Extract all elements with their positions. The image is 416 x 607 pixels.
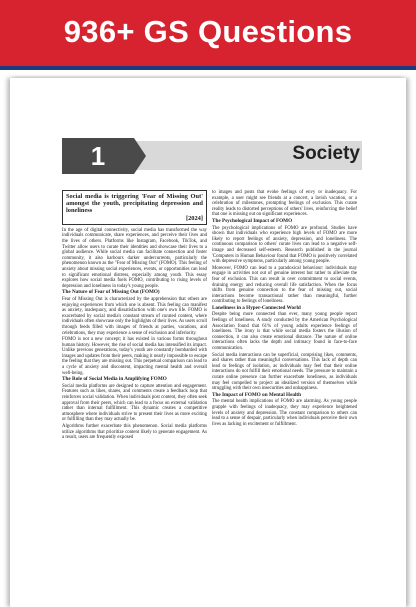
paragraph: The mental health implications of FOMO are alarming. As young people grapple with feelings of inadequacy, they may experience heightened levels of anxiety and depression. The constant comparison to others can lead to a sense of despair, particularly when individuals perceive their own lives as lacking in excitement or fulfillment.	[212, 399, 357, 427]
section-heading: Loneliness in a Hyper-Connected World	[212, 304, 301, 311]
banner-divider	[0, 66, 416, 70]
banner-title: 936+ GS Questions	[63, 14, 353, 49]
paragraph: FOMO is not a new concept; it has existed in various forms throughout human history. However, the rise of social media has intensified its impact. Unlike previous generations, today's youth are constantly bombarded with images and updates from their peers, making it nearly impossible to escape the feeling that they are missing out. This perpetual comparison can lead to a cycle of anxiety and discontent, impacting mental health and overall well-being.	[62, 337, 207, 376]
header-banner	[0, 0, 416, 66]
section-heading: The Role of Social Media in Amplifying FOMO	[62, 376, 167, 383]
headline-year: [2024]	[185, 214, 203, 222]
section-heading: The Psychological Impact of FOMO	[212, 217, 293, 224]
paragraph: Algorithms further exacerbate this phenomenon. Social media platforms utilize algorithms that prioritize content likely to generate engagement. As a result, users are frequently exposed	[62, 424, 207, 441]
paragraph: Social media platforms are designed to capture attention and engagement. Features such as likes, shares, and comments create a feedback loop that reinforces social validation. When individuals post content, they often seek approval from their peers, which can lead to a focus on external validation rather than internal fulfillment. This dynamic creates a competitive atmosphere where individuals strive to present their lives as more exciting or fulfilling than they may actually be.	[62, 383, 207, 423]
article-headline	[62, 190, 207, 225]
paragraph: Social media interactions can be superficial, comprising likes, comments, and shares rather than meaningful conversations. This lack of depth can lead to feelings of isolation, as individuals may feel that their online interactions do not fulfill their emotional needs. The pressure to maintain a curate online presence can further exacerbate loneliness, as individuals may feel compelled to project an idealized version of themselves while struggling with their own insecurities and unhappiness.	[212, 352, 357, 392]
paragraph: In the age of digital connectivity, social media has transformed the way individuals communicate, share experiences, and perceive their lives and the lives of others. Platforms like Instagram, Facebook, TikTok, and Twitter allow users to curate their identities and showcase their lives to a global audience. While social media can facilitate connection and foster community, it also harbours darker undercurrents, particularly the phenomenon known as the "Fear of Missing Out" (FOMO). This feeling of anxiety about missing social experiences, events, or opportunities can lead to significant emotional distress, especially among youth. This essay explores how social media fuels FOMO, contributing to rising levels of depression and loneliness in today's young people.	[62, 227, 207, 289]
section-heading: The Nature of Fear of Missing Out (FOMO)	[62, 289, 160, 296]
section-heading: The Impact of FOMO on Mental Health	[212, 391, 302, 398]
paragraph: Moreover, FOMO can lead to a paradoxical behaviour: individuals may engage in activities not out of genuine interest but rather to alleviate the fear of exclusion. This can result in over commitment to social events, draining energy and reducing overall life satisfaction. When the focus shifts from genuine connection to the fear of missing out, social interactions become transactional rather than meaningful, further contributing to feelings of loneliness.	[212, 265, 357, 305]
right-column-body	[212, 190, 357, 427]
headline-text: Social media is triggering 'Fear of Missing Out' amongst the youth, precipitating depression and loneliness	[66, 193, 203, 215]
paragraph: Fear of Missing Out is characterized by the apprehension that others are enjoying experiences from which one is absent. This feeling can manifest as anxiety, inadequacy, and dissatisfaction with one's own life. FOMO is exacerbated by social media's constant stream of curated content, where individuals often showcase only the highlights of their lives. As users scroll through feeds filled with images of friends at parties, vacations, and celebrations, they may experience a sense of exclusion and inferiority.	[62, 296, 207, 336]
left-column-body	[62, 228, 207, 441]
paragraph: to images and posts that evoke feelings of envy or inadequacy. For example, a user might see friends at a concert, a lavish vacation, or a celebration of milestones, prompting feelings of exclusion. This curate reality leads to distorted perceptions of others' lives, reinforcing the belief that one is missing out on significant experiences.	[212, 190, 357, 218]
left-column	[62, 190, 207, 442]
chapter-title: Society	[292, 143, 360, 164]
paragraph: The psychological implications of FOMO are profound. Studies have shown that individuals who experience high levels of FOMO are more likely to report feelings of anxiety, depression, and loneliness. The continuous comparison to others' curate lives can lead to a negative self-image and decreased self-esteem. Research published in the journal 'Computers in Human Behaviour found that FOMO is positively correlated with depressive symptoms, particularly among young people.	[212, 225, 357, 265]
right-column	[212, 190, 357, 428]
chapter-number: 1	[62, 138, 134, 174]
paragraph: Despite being more connected than ever, many young people report feelings of loneliness. A study conducted by the American Psychological Association found that 61% of young adults experience feelings of loneliness. The irony is that while social media fosters the illusion of connection, it can also create emotional distance. The nature of online interactions often lacks the depth and intimacy found in face-to-face communication.	[212, 312, 357, 352]
